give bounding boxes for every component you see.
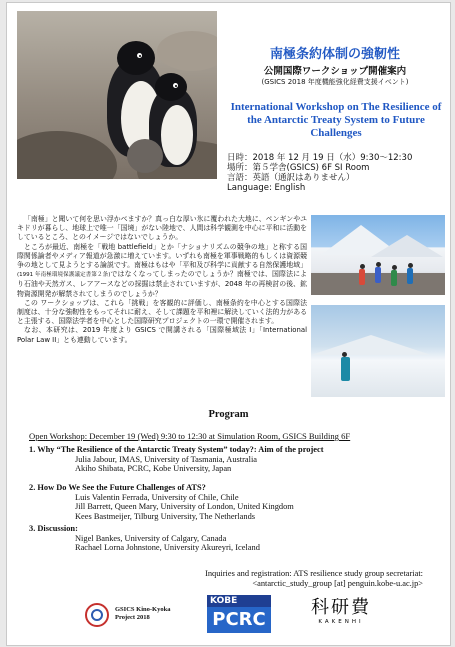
- gsics-logo-text: [115, 606, 170, 622]
- gsics-line-1: GSICS Kino-Kyoka: [115, 606, 171, 613]
- section-3-title: 3. Discussion:: [29, 524, 78, 533]
- paragraph-2-part-a: ところが最近、南極を「戦地 battlefield」とか「ナショナリズムの競争の地」と称する国際関係論者やメディア報道が急激に増えています。いずれも南極を軍事戦略的もしくは資源競争の地として見ようとする論説です。南極はもはや「平和及び科学に貢献する自然保護地域」: [17, 242, 307, 270]
- speaker: Luis Valentin Ferrada, University of Chile, Chile: [75, 492, 239, 502]
- section-2-title: 2. How Do We See the Future Challenges of ATS?: [29, 483, 206, 492]
- event-language-jp: 言語：英語（通訳はありません）: [227, 173, 355, 183]
- open-workshop-line: Open Workshop: December 19 (Wed) 9:30 to 12:30 at Simulation Room, GSICS Building 6F: [29, 431, 351, 441]
- speaker: Nigel Bankes, University of Calgary, Canada: [75, 533, 227, 543]
- speaker: Akiho Shibata, PCRC, Kobe University, Japan: [75, 464, 232, 474]
- paragraph-4: なお、本研究は、2019 年度より GSICS で開講される「国際極域法 I」「International Polar Law II」とも連動しています。: [17, 326, 307, 344]
- event-place: 場所：第５学舎(GSICS) 6F SI Room: [227, 163, 370, 173]
- contact-line-1: Inquiries and registration: ATS resilience study group secretariat:: [205, 569, 423, 578]
- section-1-title: 1. Why “The Resilience of the Antarctic Treaty System” today?: Aim of the project: [29, 445, 324, 454]
- event-details: [227, 153, 447, 193]
- antarctic-field-photo: [311, 215, 445, 295]
- researcher-on-ice-photo: [311, 305, 445, 397]
- paragraph-2: [17, 243, 307, 299]
- description-text: [17, 215, 307, 345]
- kakenhi-logo-main: 科研費: [311, 597, 371, 618]
- japanese-subtitle: 公開国際ワークショップ開催案内: [263, 66, 407, 77]
- paragraph-3: この ワークショップは、これら「挑戦」を客観的に評価し、南極条約を中心とする国際法制度は、十分な強靭性をもってそれに耐え、そして課題を平和裡に解決していく法的力があると主張する、国際法学者を中心とした国際研究プロジェクトの一環で開催されます。: [17, 298, 307, 326]
- kakenhi-logo: [307, 597, 375, 633]
- penguin-photo: [17, 11, 217, 179]
- speaker: Kees Bastmeijer, Tilburg University, The Netherlands: [75, 511, 256, 521]
- contact-email[interactable]: <antarctic_study_group [at] penguin.kobe-u.ac.jp>: [252, 578, 423, 588]
- event-language-en: Language: English: [227, 183, 306, 193]
- program-section-2: [29, 483, 439, 521]
- kakenhi-logo-sub: KAKENHI: [318, 619, 364, 625]
- protocol-note: (1991 年南極環境保護議定書第２条): [17, 272, 111, 279]
- program-section-3: [29, 524, 439, 553]
- program-heading: Program: [208, 409, 249, 420]
- flyer-page: [6, 2, 451, 646]
- program-section-1: [29, 445, 439, 474]
- support-note: (GSICS 2018 年度機能強化経費支援イベント): [261, 78, 409, 86]
- pcrc-logo-kobe: KOBE: [207, 595, 271, 607]
- event-date: 日時：2018 年 12 月 19 日（水）9:30～12:30: [227, 153, 413, 163]
- speaker: Julia Jabour, IMAS, University of Tasmania, Australia: [75, 454, 257, 464]
- pcrc-logo-main: PCRC: [207, 607, 271, 633]
- paragraph-2-part-b: ではなくなってしまったのでしょうか？南極では、国際法により石油や天然ガス、レアアースなどの採掘は禁止されていますが、2048 年の再検討の後、鉱物資源開発が解禁されてしまうのでしょうか？: [17, 270, 308, 298]
- gsics-emblem-icon: [85, 603, 109, 627]
- japanese-title: 南極条約体制の強靭性: [269, 47, 400, 62]
- gsics-line-2: Project 2018: [115, 614, 150, 621]
- paragraph-1: 「南極」と聞いて何を思い浮かべますか？真っ白な厚い氷に覆われた大地に、ペンギンやユキドリが暮らし、地球上で唯一「国境」がない陸地で、人間は科学観測を中心に平和に活動をしているところ、とのイメージではないでしょうか。: [17, 215, 307, 242]
- english-title: International Workshop on The Resilience of the Antarctic Treaty System to Future Challenges: [230, 101, 442, 139]
- contact-info: [187, 569, 423, 588]
- pcrc-logo: [207, 595, 271, 635]
- speaker: Jill Barrett, Queen Mary, University of London, United Kingdom: [75, 502, 294, 512]
- speaker: Rachael Lorna Johnstone, University Akureyri, Iceland: [75, 543, 260, 553]
